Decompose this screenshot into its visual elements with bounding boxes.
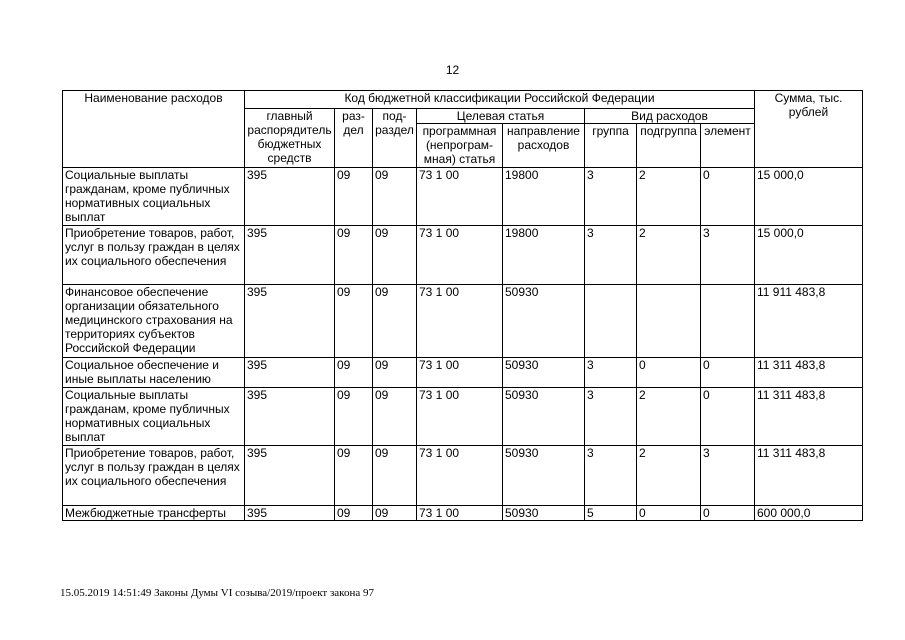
cell-subsection: 09 <box>373 168 417 226</box>
cell-manager: 395 <box>245 388 335 446</box>
header-program-article: программная (непрограм-мная) статья <box>417 124 503 168</box>
cell-subgroup: 2 <box>637 168 701 226</box>
header-name: Наименование расходов <box>63 91 245 168</box>
cell-subgroup: 2 <box>637 388 701 446</box>
cell-group: 3 <box>585 446 637 506</box>
page-number: 12 <box>445 63 460 77</box>
table-row <box>63 168 863 226</box>
cell-program: 73 1 00 <box>417 226 503 285</box>
cell-direction: 50930 <box>503 285 585 358</box>
cell-amount: 600 000,0 <box>755 506 863 521</box>
cell-direction: 19800 <box>503 226 585 285</box>
table-row <box>63 506 863 521</box>
cell-element: 0 <box>701 506 755 521</box>
cell-section: 09 <box>335 506 373 521</box>
cell-subgroup: 2 <box>637 446 701 506</box>
cell-name: Приобретение товаров, работ, услуг в пользу граждан в целях их социального обеспечения <box>63 446 245 506</box>
cell-amount: 11 311 483,8 <box>755 446 863 506</box>
table-row <box>63 285 863 358</box>
cell-section: 09 <box>335 446 373 506</box>
header-main-manager: главный распорядитель бюджетных средств <box>245 109 335 168</box>
cell-program: 73 1 00 <box>417 285 503 358</box>
cell-group: 3 <box>585 168 637 226</box>
cell-name: Социальные выплаты гражданам, кроме публичных нормативных социальных выплат <box>63 168 245 226</box>
cell-amount: 15 000,0 <box>755 168 863 226</box>
cell-subsection: 09 <box>373 446 417 506</box>
cell-group: 5 <box>585 506 637 521</box>
cell-subgroup: 0 <box>637 358 701 388</box>
cell-manager: 395 <box>245 506 335 521</box>
cell-section: 09 <box>335 388 373 446</box>
cell-group: 3 <box>585 358 637 388</box>
cell-name: Финансовое обеспечение организации обязательного медицинского страхования на территориях субъектов Российской Федерации <box>63 285 245 358</box>
cell-element <box>701 285 755 358</box>
header-code-group: Код бюджетной классификации Российской Федерации <box>245 91 755 109</box>
table-body <box>63 168 863 521</box>
cell-subsection: 09 <box>373 506 417 521</box>
cell-program: 73 1 00 <box>417 358 503 388</box>
header-subsection: под-раздел <box>373 109 417 168</box>
cell-element: 0 <box>701 358 755 388</box>
cell-group <box>585 285 637 358</box>
footer: 15.05.2019 14:51:49 Законы Думы VI созыва/2019/проект закона 97 <box>60 587 374 599</box>
cell-section: 09 <box>335 358 373 388</box>
cell-manager: 395 <box>245 226 335 285</box>
cell-name: Межбюджетные трансферты <box>63 506 245 521</box>
cell-element: 3 <box>701 226 755 285</box>
cell-name: Социальное обеспечение и иные выплаты населению <box>63 358 245 388</box>
cell-subsection: 09 <box>373 226 417 285</box>
cell-section: 09 <box>335 226 373 285</box>
cell-program: 73 1 00 <box>417 506 503 521</box>
cell-manager: 395 <box>245 446 335 506</box>
table-row <box>63 226 863 285</box>
cell-manager: 395 <box>245 285 335 358</box>
cell-subsection: 09 <box>373 285 417 358</box>
header-group: группа <box>585 124 637 168</box>
cell-amount: 11 311 483,8 <box>755 388 863 446</box>
cell-amount: 11 311 483,8 <box>755 358 863 388</box>
cell-subsection: 09 <box>373 358 417 388</box>
cell-element: 3 <box>701 446 755 506</box>
cell-subgroup <box>637 285 701 358</box>
header-element: элемент <box>701 124 755 168</box>
cell-group: 3 <box>585 388 637 446</box>
cell-element: 0 <box>701 388 755 446</box>
header-expense-type: Вид расходов <box>585 109 755 124</box>
table-row <box>63 358 863 388</box>
cell-section: 09 <box>335 168 373 226</box>
cell-name: Приобретение товаров, работ, услуг в пользу граждан в целях их социального обеспечения <box>63 226 245 285</box>
cell-subgroup: 2 <box>637 226 701 285</box>
cell-program: 73 1 00 <box>417 168 503 226</box>
table-row <box>63 446 863 506</box>
cell-direction: 50930 <box>503 388 585 446</box>
cell-manager: 395 <box>245 358 335 388</box>
cell-direction: 19800 <box>503 168 585 226</box>
cell-amount: 15 000,0 <box>755 226 863 285</box>
header-subgroup: подгруппа <box>637 124 701 168</box>
cell-subgroup: 0 <box>637 506 701 521</box>
table-row <box>63 388 863 446</box>
cell-direction: 50930 <box>503 358 585 388</box>
cell-element: 0 <box>701 168 755 226</box>
cell-name: Социальные выплаты гражданам, кроме публичных нормативных социальных выплат <box>63 388 245 446</box>
header-amount: Сумма, тыс. рублей <box>755 91 863 168</box>
budget-table <box>62 90 863 521</box>
cell-direction: 50930 <box>503 506 585 521</box>
cell-amount: 11 911 483,8 <box>755 285 863 358</box>
cell-manager: 395 <box>245 168 335 226</box>
cell-subsection: 09 <box>373 388 417 446</box>
cell-program: 73 1 00 <box>417 446 503 506</box>
cell-direction: 50930 <box>503 446 585 506</box>
cell-group: 3 <box>585 226 637 285</box>
cell-program: 73 1 00 <box>417 388 503 446</box>
header-section: раз-дел <box>335 109 373 168</box>
cell-section: 09 <box>335 285 373 358</box>
header-target-article: Целевая статья <box>417 109 585 124</box>
header-spending-direction: направление расходов <box>503 124 585 168</box>
